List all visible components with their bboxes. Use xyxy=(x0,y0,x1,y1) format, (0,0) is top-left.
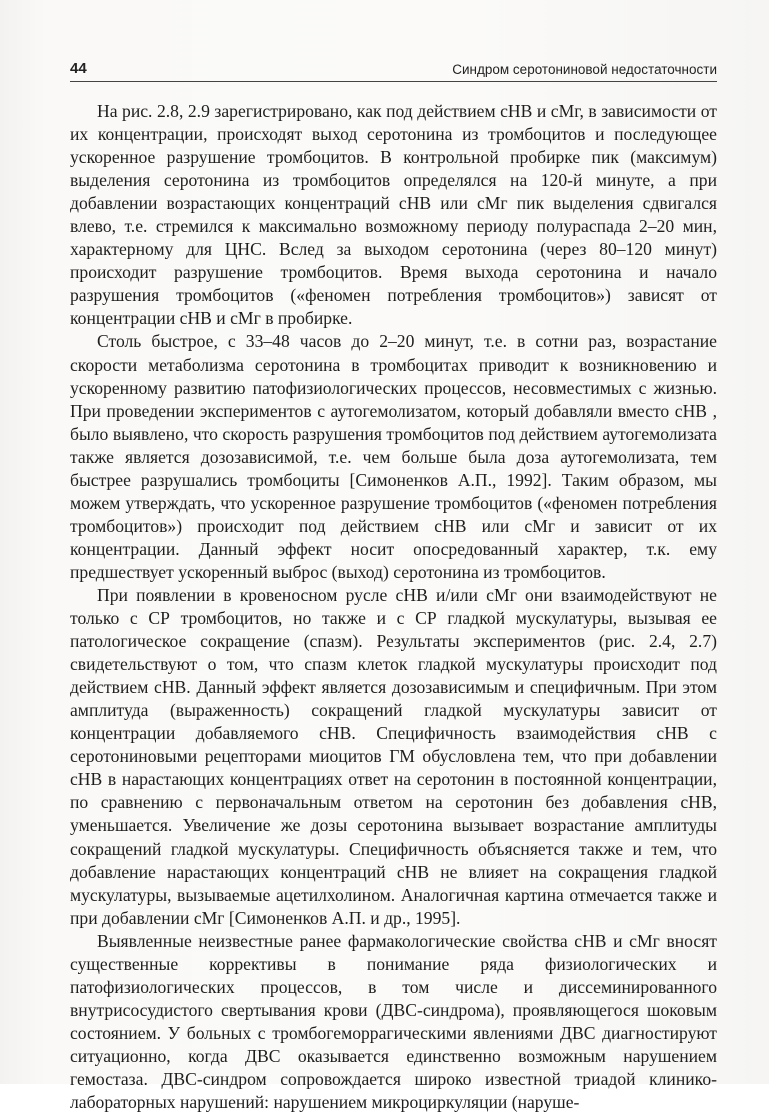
paragraph-3: При появлении в кровеносном русле cНВ и/или cМг они взаимодействуют не только с СР тромбоцитов, но также и с СР гладкой мускулатуры, вызывая ее патологическое сокращение (спазм). Результаты экспериментов (рис. 2.4, 2.7) свидетельствуют о том, что спазм клеток гладкой мускулатуры происходит под действием cНВ. Данный эффект является дозозависимым и специфичным. При этом амплитуда (выраженность) сокращений гладкой мускулатуры зависит от концентрации добавляемого cНВ. Специфичность взаимодействия cНВ с серотониновыми рецепторами миоцитов ГМ обусловлена тем, что при добавлении cНВ в нарастающих концентрациях ответ на серотонин в постоянной концентрации, по сравнению с первоначальным ответом на серотонин без добавления cНВ, уменьшается. Увеличение же дозы серотонина вызывает возрастание амплитуды сокращений гладкой мускулатуры. Специфичность объясняется также и тем, что добавление нарастающих концентраций cНВ не влияет на сокращения гладкой мускулатуры, вызываемые ацетилхолином. Аналогичная картина отмечается также и при добавлении cМг [Симоненков А.П. и др., 1995]. xyxy=(70,584,717,928)
page-number: 44 xyxy=(70,60,87,77)
running-title: Синдром серотониновой недостаточности xyxy=(452,62,717,77)
paragraph-2: Столь быстрое, с 33–48 часов до 2–20 минут, т.е. в сотни раз, возрастание скорости метаболизма серотонина в тромбоцитах приводит к возникновению и ускоренному развитию патофизиологических процессов, несовместимых с жизнью. При проведении экспериментов с аутогемолизатом, который добавляли вместо cНВ , было выявлено, что скорость разрушения тромбоцитов под действием аутогемолизата также является дозозависимой, т.е. чем больше была доза аутогемолизата, тем быстрее разрушались тромбоциты [Симоненков А.П., 1992]. Таким образом, мы можем утверждать, что ускоренное разрушение тромбоцитов («феномен потребления тромбоцитов») происходит под действием cНВ или cМг и зависит от их концентрации. Данный эффект носит опосредованный характер, т.к. ему предшествует ускоренный выброс (выход) серотонина из тромбоцитов. xyxy=(70,331,717,582)
paragraph-1: На рис. 2.8, 2.9 зарегистрировано, как под действием cНВ и cМг, в зависимости от их концентрации, происходят выход серотонина из тромбоцитов и последующее ускоренное разрушение тромбоцитов. В контрольной пробирке пик (максимум) выделения серотонина из тромбоцитов определялся на 120-й минуте, а при добавлении возрастающих концентраций cНВ или cМг пик выделения сдвигался влево, т.е. стремился к максимально возможному периоду полураспада 2–20 мин, характерному для ЦНС. Вслед за выходом серотонина (через 80–120 минут) происходит разрушение тромбоцитов. Время выхода серотонина и начало разрушения тромбоцитов («феномен потребления тромбоцитов») зависят от концентрации cНВ и cМг в пробирке. xyxy=(70,101,717,329)
paragraph-4: Выявленные неизвестные ранее фармакологические свойства cНВ и cМг вносят существенные коррективы в понимание ряда физиологических и патофизиологических процессов, в том числе и диссеминированного внутрисосудистого свертывания крови (ДВС-синдрома), проявляющегося шоковым состоянием. У больных с тромбогеморрагическими явлениями ДВС диагностируют ситуационно, когда ДВС оказывается единственно возможным нарушением гемостаза. ДВС-синдром сопровождается широко известной триадой клинико-лабораторных нарушений: нарушением микроциркуляции (наруше- xyxy=(70,930,717,1113)
body-text xyxy=(70,100,717,1114)
page-header xyxy=(70,60,717,82)
header-divider xyxy=(70,81,717,82)
